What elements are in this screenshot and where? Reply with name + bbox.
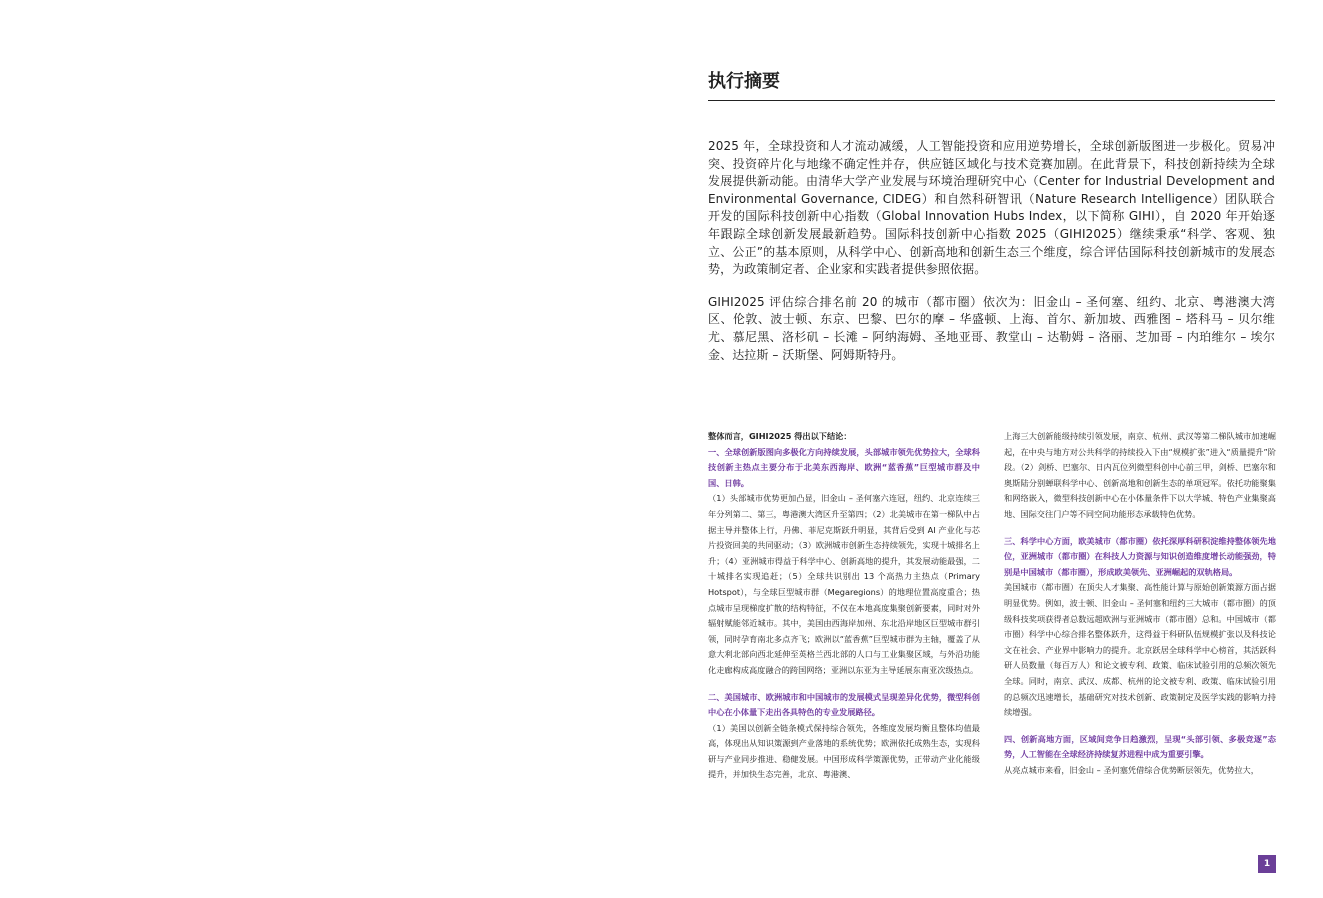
right-column: [1004, 429, 1276, 778]
finding-2-heading: 二、美国城市、欧洲城市和中国城市的发展模式呈现差异化优势，微型科创中心在小体量下走出各具特色的专业发展路径。: [708, 691, 980, 718]
page-title: 执行摘要: [708, 70, 1275, 101]
finding-1-body: （1）头部城市优势更加凸显，旧金山 – 圣何塞六连冠，纽约、北京连续三年分列第二、第三，粤港澳大湾区升至第四；（2）北美城市在第一梯队中占据主导并整体上行，丹佛、菲尼克斯跃升明显，其背后受到 AI 产业化与芯片投资回美的共同驱动；（3）欧洲城市创新生态持续领先，实现十城排名上升；（4）亚洲城市得益于科学中心、创新高地的提升，其发展动能最强，二十城排名实现追赶；（5）全球共识别出 13 个高热力主热点（Primary Hotspot），与全球巨型城市群（Megaregions）的地理位置高度重合；热点城市呈现梯度扩散的结构特征，不仅在本地高度集聚创新要素，同时对外辐射赋能邻近城市。其中，美国由西海岸加州、东北沿岸地区巨型城市群引领，同时孕育南北多点齐飞；欧洲以“蓝香蕉”巨型城市群为主轴，覆盖了从意大利北部向西北延伸至英格兰西北部的人口与工业集聚区域，与外沿功能化走廊构成高度融合的跨国网络；亚洲以东亚为主导延展东南亚次级热点。: [708, 493, 980, 675]
left-column: [708, 429, 980, 783]
finding-2-body-continued: 上海三大创新能级持续引领发展，南京、杭州、武汉等第二梯队城市加速崛起，在中央与地方对公共科学的持续投入下由“规模扩张”进入“质量提升”阶段。（2）剑桥、巴塞尔、日内瓦位列微型科创中心前三甲，剑桥、巴塞尔和奥斯陆分别蝉联科学中心、创新高地和创新生态的单项冠军。依托功能聚集和网络嵌入，微型科技创新中心在小体量条件下以大学城、特色产业集聚高地、国际交往门户等不同空间功能形态承载特色优势。: [1004, 431, 1276, 519]
finding-3-body: 美国城市（都市圈）在顶尖人才集聚、高性能计算与原始创新策源方面占据明显优势。例如，波士顿、旧金山 – 圣何塞和纽约三大城市（都市圈）的顶级科技奖项获得者总数远超欧洲与亚洲城市（都市圈）总和。中国城市（都市圈）科学中心综合排名整体跃升，这得益于科研队伍规模扩张以及科技论文在社会、产业界中影响力的提升。北京跃居全球科学中心榜首，其活跃科研人员数量（每百万人）和论文被专利、政策、临床试验引用的总频次领先全球。同时，南京、武汉、成都、杭州的论文被专利、政策、临床试验引用的总频次迅速增长，基础研究对技术创新、政策制定及医学实践的影响力持续增强。: [1004, 582, 1276, 718]
conclusions-lead: 整体而言，GIHI2025 得出以下结论：: [708, 431, 852, 441]
finding-4-body: 从亮点城市来看，旧金山 – 圣何塞凭借综合优势断层领先，优势拉大，: [1004, 764, 1259, 775]
intro-paragraph-2: GIHI2025 评估综合排名前 20 的城市（都市圈）依次为：旧金山 – 圣何塞、纽约、北京、粤港澳大湾区、伦敦、波士顿、东京、巴黎、巴尔的摩 – 华盛顿、上海、首尔、新加坡、西雅图 – 塔科马 – 贝尔维尤、慕尼黑、洛杉矶 – 长滩 – 阿纳海姆、圣地亚哥、教堂山 – 达勒姆 – 洛丽、芝加哥 – 内珀维尔 – 埃尔金、达拉斯 – 沃斯堡、阿姆斯特丹。: [708, 294, 1275, 362]
finding-1-heading: 一、全球创新版图向多极化方向持续发展，头部城市领先优势拉大，全球科技创新主热点主要分布于北美东西海岸、欧洲“蓝香蕉”巨型城市群及中国、日韩。: [708, 446, 980, 488]
intro-paragraph-1: 2025 年，全球投资和人才流动减缓，人工智能投资和应用逆势增长，全球创新版图进一步极化。贸易冲突、投资碎片化与地缘不确定性并存，供应链区域化与技术竞赛加剧。在此背景下，科技创新持续为全球发展提供新动能。由清华大学产业发展与环境治理研究中心（Center for Industrial Development and Environmental Governance, CIDEG）和自然科研智讯（Nature Research Intelligence）团队联合开发的国际科技创新中心指数（Global Innovation Hubs Index，以下简称 GIHI），自 2020 年开始逐年跟踪全球创新发展最新趋势。国际科技创新中心指数 2025（GIHI2025）继续秉承“科学、客观、独立、公正”的基本原则，从科学中心、创新高地和创新生态三个维度，综合评估国际科技创新城市的发展态势，为政策制定者、企业家和实践者提供参照依据。: [708, 139, 1275, 277]
finding-4-heading: 四、创新高地方面，区域间竞争日趋激烈，呈现“头部引领、多极竞逐”态势，人工智能在全球经济持续复苏进程中成为重要引擎。: [1004, 733, 1276, 760]
page-number-badge: 1: [1258, 855, 1276, 873]
intro-section: [708, 138, 1275, 379]
finding-2-body: （1）美国以创新全链条模式保持综合领先，各维度发展均衡且整体均值最高，体现出从知识策源到产业落地的系统优势；欧洲依托成熟生态，实现科研与产业同步推进、稳健发展。中国形成科学策源优势，正带动产业化能级提升，并加快生态完善，北京、粤港澳、: [708, 722, 980, 780]
finding-3-heading: 三、科学中心方面，欧美城市（都市圈）依托深厚科研积淀维持整体领先地位，亚洲城市（都市圈）在科技人力资源与知识创造维度增长动能强劲，特别是中国城市（都市圈），形成欧美领先、亚洲崛起的双轨格局。: [1004, 535, 1276, 577]
